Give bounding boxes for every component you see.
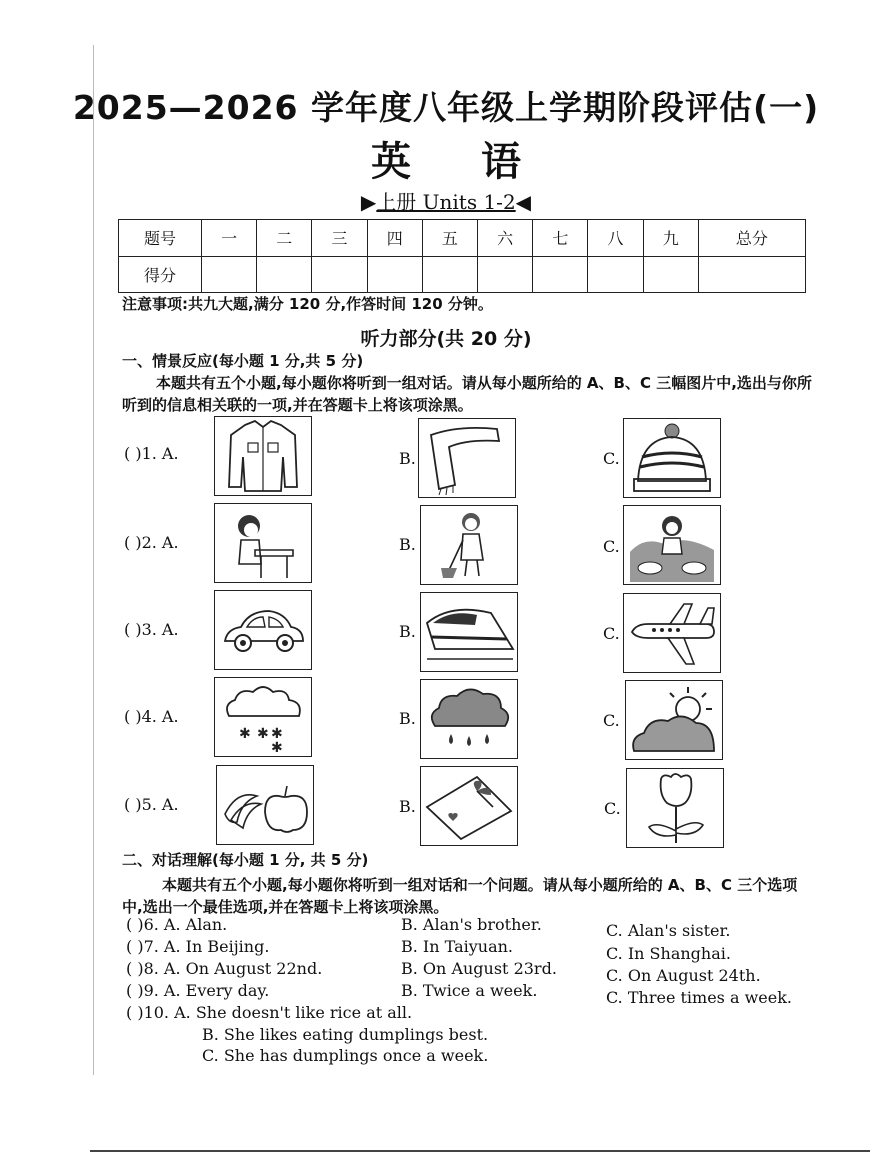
q8-option-a: ( )8. A. On August 22nd.: [126, 959, 323, 978]
score-table-cell: 九: [643, 220, 698, 257]
score-table-cell: 六: [478, 220, 533, 257]
gift-card-icon[interactable]: [420, 766, 518, 846]
q7-option-a: ( )7. A. In Beijing.: [126, 937, 270, 956]
q10-option-b: B. She likes eating dumplings best.: [202, 1025, 489, 1044]
q4-label: ( )4. A.: [124, 707, 179, 726]
q5-option-c: C.: [604, 799, 621, 818]
units-label: [0, 186, 892, 215]
q2-option-b: B.: [399, 535, 416, 554]
score-table-cell: 五: [422, 220, 477, 257]
svg-text:✱: ✱: [271, 740, 283, 756]
girl-washing-dishes-icon[interactable]: [623, 505, 721, 585]
fruit-icon[interactable]: [216, 765, 314, 845]
knit-hat-icon[interactable]: [623, 418, 721, 498]
section2-title: 二、对话理解(每小题 1 分, 共 5 分): [122, 851, 369, 869]
q3-option-c: C.: [603, 624, 620, 643]
q6-option-a: ( )6. A. Alan.: [126, 915, 228, 934]
q7-option-b: B. In Taiyuan.: [401, 937, 513, 956]
flower-icon[interactable]: [626, 768, 724, 848]
svg-text:✱: ✱: [271, 726, 283, 742]
svg-text:✱: ✱: [239, 726, 251, 742]
score-table: [118, 219, 806, 293]
q9-option-a: ( )9. A. Every day.: [126, 981, 270, 1000]
score-table-cell: 一: [202, 220, 257, 257]
score-table-cell: 四: [367, 220, 422, 257]
score-blank-cell[interactable]: [312, 256, 367, 293]
score-table-cell: 三: [312, 220, 367, 257]
score-table-score-row: [119, 256, 806, 293]
score-table-cell: 八: [588, 220, 643, 257]
section1-title: 一、情景反应(每小题 1 分,共 5 分): [122, 352, 364, 370]
q6-option-b: B. Alan's brother.: [401, 915, 542, 934]
q2-label: ( )2. A.: [124, 533, 179, 552]
q1-option-b: B.: [399, 449, 416, 468]
score-blank-cell[interactable]: [422, 256, 477, 293]
section2-instruction: 本题共有五个小题,每小题你将听到一组对话和一个问题。请从每小题所给的 A、B、C 三个选项中,选出一个最佳选项,并在答题卡上将该项涂黑。: [122, 876, 798, 916]
score-table-cell: 得分: [119, 256, 202, 293]
q3-option-b: B.: [399, 622, 416, 641]
q9-option-b: B. Twice a week.: [401, 981, 538, 1000]
girl-sweeping-icon[interactable]: [420, 505, 518, 585]
rain-cloud-icon[interactable]: [420, 679, 518, 759]
sun-behind-cloud-icon[interactable]: [625, 680, 723, 760]
score-blank-cell[interactable]: [202, 256, 257, 293]
score-blank-cell[interactable]: [643, 256, 698, 293]
left-marker-icon: ▶: [360, 190, 377, 214]
car-icon[interactable]: [214, 590, 312, 670]
svg-text:✱: ✱: [257, 726, 269, 742]
score-blank-cell[interactable]: [257, 256, 312, 293]
girl-writing-icon[interactable]: [214, 503, 312, 583]
listening-part-title: 听力部分(共 20 分): [360, 328, 532, 350]
snow-cloud-icon[interactable]: [214, 677, 312, 757]
score-blank-cell[interactable]: [533, 256, 588, 293]
plane-icon[interactable]: [623, 593, 721, 673]
score-blank-cell[interactable]: [478, 256, 533, 293]
q10-option-c: C. She has dumplings once a week.: [202, 1046, 489, 1065]
q5-option-b: B.: [399, 797, 416, 816]
page-bottom-rule: [90, 1150, 870, 1152]
units-text: 上册 Units 1-2: [376, 190, 516, 214]
score-blank-cell[interactable]: [367, 256, 422, 293]
subject-title: 英语: [371, 139, 591, 185]
score-table-cell: 七: [533, 220, 588, 257]
q8-option-b: B. On August 23rd.: [401, 959, 557, 978]
score-blank-cell[interactable]: [588, 256, 643, 293]
exam-note: 注意事项:共九大题,满分 120 分,作答时间 120 分钟。: [122, 295, 493, 313]
score-blank-cell[interactable]: [698, 256, 805, 293]
q7-option-c: C. In Shanghai.: [606, 944, 731, 963]
score-table-cell: 二: [257, 220, 312, 257]
q2-option-c: C.: [603, 537, 620, 556]
q6-option-c: C. Alan's sister.: [606, 921, 731, 940]
shirt-icon[interactable]: [214, 416, 312, 496]
score-table-cell: 总分: [698, 220, 805, 257]
score-table-header-row: [119, 220, 806, 257]
exam-title: 2025—2026 学年度八年级上学期阶段评估(一): [72, 88, 820, 127]
q5-label: ( )5. A.: [124, 795, 179, 814]
q1-option-c: C.: [603, 449, 620, 468]
q3-label: ( )3. A.: [124, 620, 179, 639]
q4-option-c: C.: [603, 711, 620, 730]
q4-option-b: B.: [399, 709, 416, 728]
q10-option-a: ( )10. A. She doesn't like rice at all.: [126, 1003, 413, 1022]
q8-option-c: C. On August 24th.: [606, 966, 761, 985]
q9-option-c: C. Three times a week.: [606, 988, 793, 1007]
score-table-cell: 题号: [119, 220, 202, 257]
q1-label: ( )1. A.: [124, 444, 179, 463]
section1-instruction: 本题共有五个小题,每小题你将听到一组对话。请从每小题所给的 A、B、C 三幅图片中,选出与你所听到的信息相关联的一项,并在答题卡上将该项涂黑。: [122, 374, 812, 414]
train-icon[interactable]: [420, 592, 518, 672]
scarf-icon[interactable]: [418, 418, 516, 498]
right-marker-icon: ◀: [515, 190, 532, 214]
